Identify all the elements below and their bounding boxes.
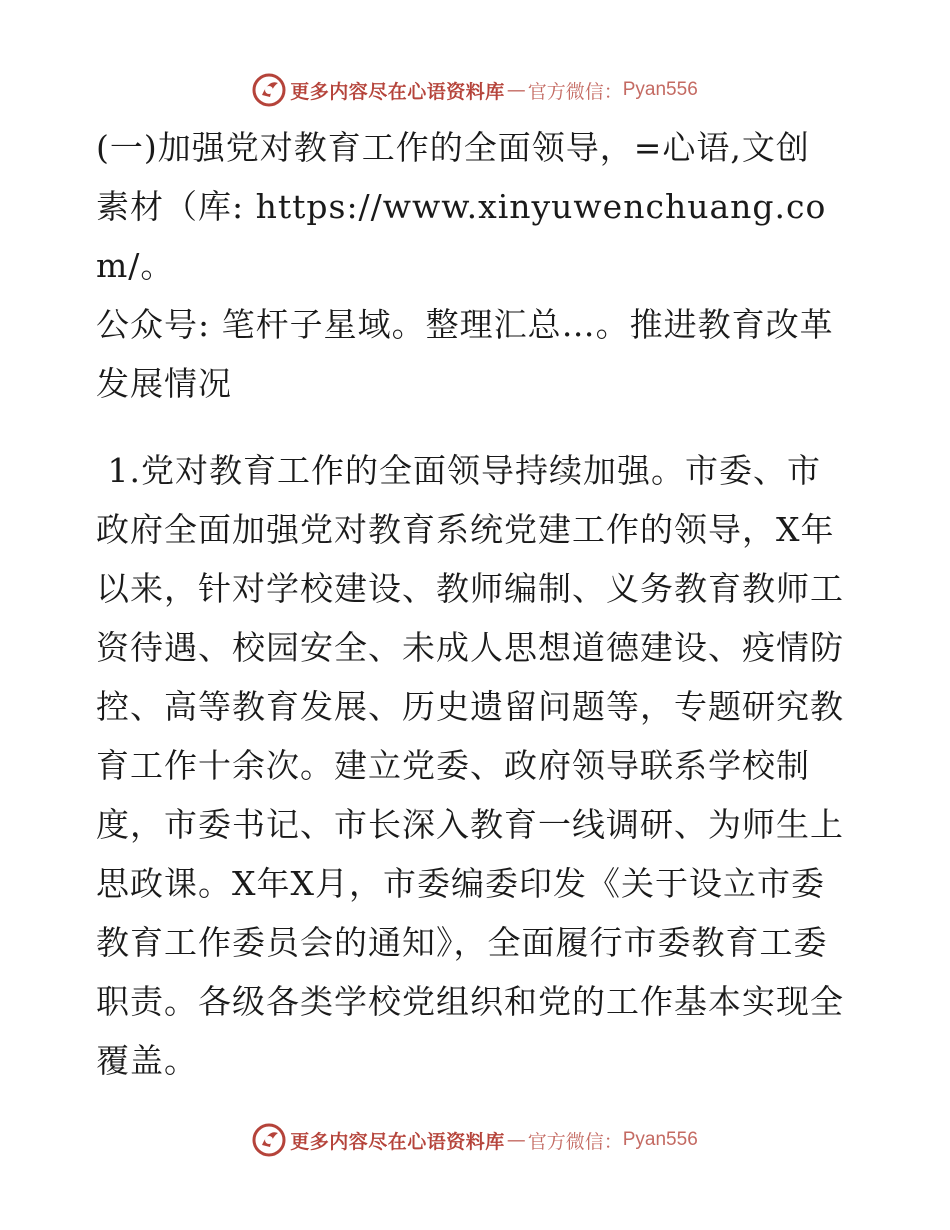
paragraph-line: 度，市委书记、市长深入教育一线调研、为师生上 — [96, 805, 844, 844]
heading-line: (一)加强党对教育工作的全面领导，=心语,文创 — [96, 128, 810, 167]
watermark-account: Pyan556 — [622, 1129, 698, 1150]
paragraph-line: 职责。各级各类学校党组织和党的工作基本实现全 — [96, 982, 844, 1021]
watermark-main-text: 更多内容尽在心语资料库 — [290, 80, 505, 103]
paragraph-line: 政府全面加强党对教育系统党建工作的领导，X年 — [96, 510, 835, 549]
paragraph-line: 思政课。X年X月，市委编委印发《关于设立市委 — [96, 864, 825, 903]
watermark-wechat-label: 官方微信： — [527, 1130, 623, 1153]
paragraph-line: 教育工作委员会的通知》，全面履行市委教育工委 — [96, 923, 828, 962]
watermark-account: Pyan556 — [622, 79, 698, 100]
heading-line: 素材（库: https://www.xinyuwenchuang.com/。 — [96, 187, 827, 285]
xinyu-logo-icon — [252, 1123, 286, 1157]
watermark-dash: — — [506, 1129, 526, 1151]
paragraph-line: 1.党对教育工作的全面领导持续加强。市委、市 — [96, 451, 821, 490]
watermark-header — [0, 70, 950, 110]
paragraph-line: 以来，针对学校建设、教师编制、义务教育教师工 — [96, 569, 844, 608]
paragraph-line: 控、高等教育发展、历史遗留问题等，专题研究教 — [96, 687, 844, 726]
document-body — [96, 118, 856, 1090]
xinyu-logo-icon — [252, 73, 286, 107]
watermark-dash: — — [506, 79, 526, 101]
heading-line: 公众号: 笔杆子星域。整理汇总…。推进教育改革 — [96, 305, 834, 344]
watermark-main-text: 更多内容尽在心语资料库 — [290, 1130, 505, 1153]
heading-line: 发展情况 — [96, 364, 232, 403]
paragraph-line: 覆盖。 — [96, 1041, 198, 1080]
watermark-footer — [0, 1120, 950, 1160]
paragraph-spacer — [96, 413, 856, 441]
paragraph-line: 育工作十余次。建立党委、政府领导联系学校制 — [96, 746, 810, 785]
paragraph-line: 资待遇、校园安全、未成人思想道德建设、疫情防 — [96, 628, 844, 667]
watermark-wechat-label: 官方微信： — [527, 80, 623, 103]
